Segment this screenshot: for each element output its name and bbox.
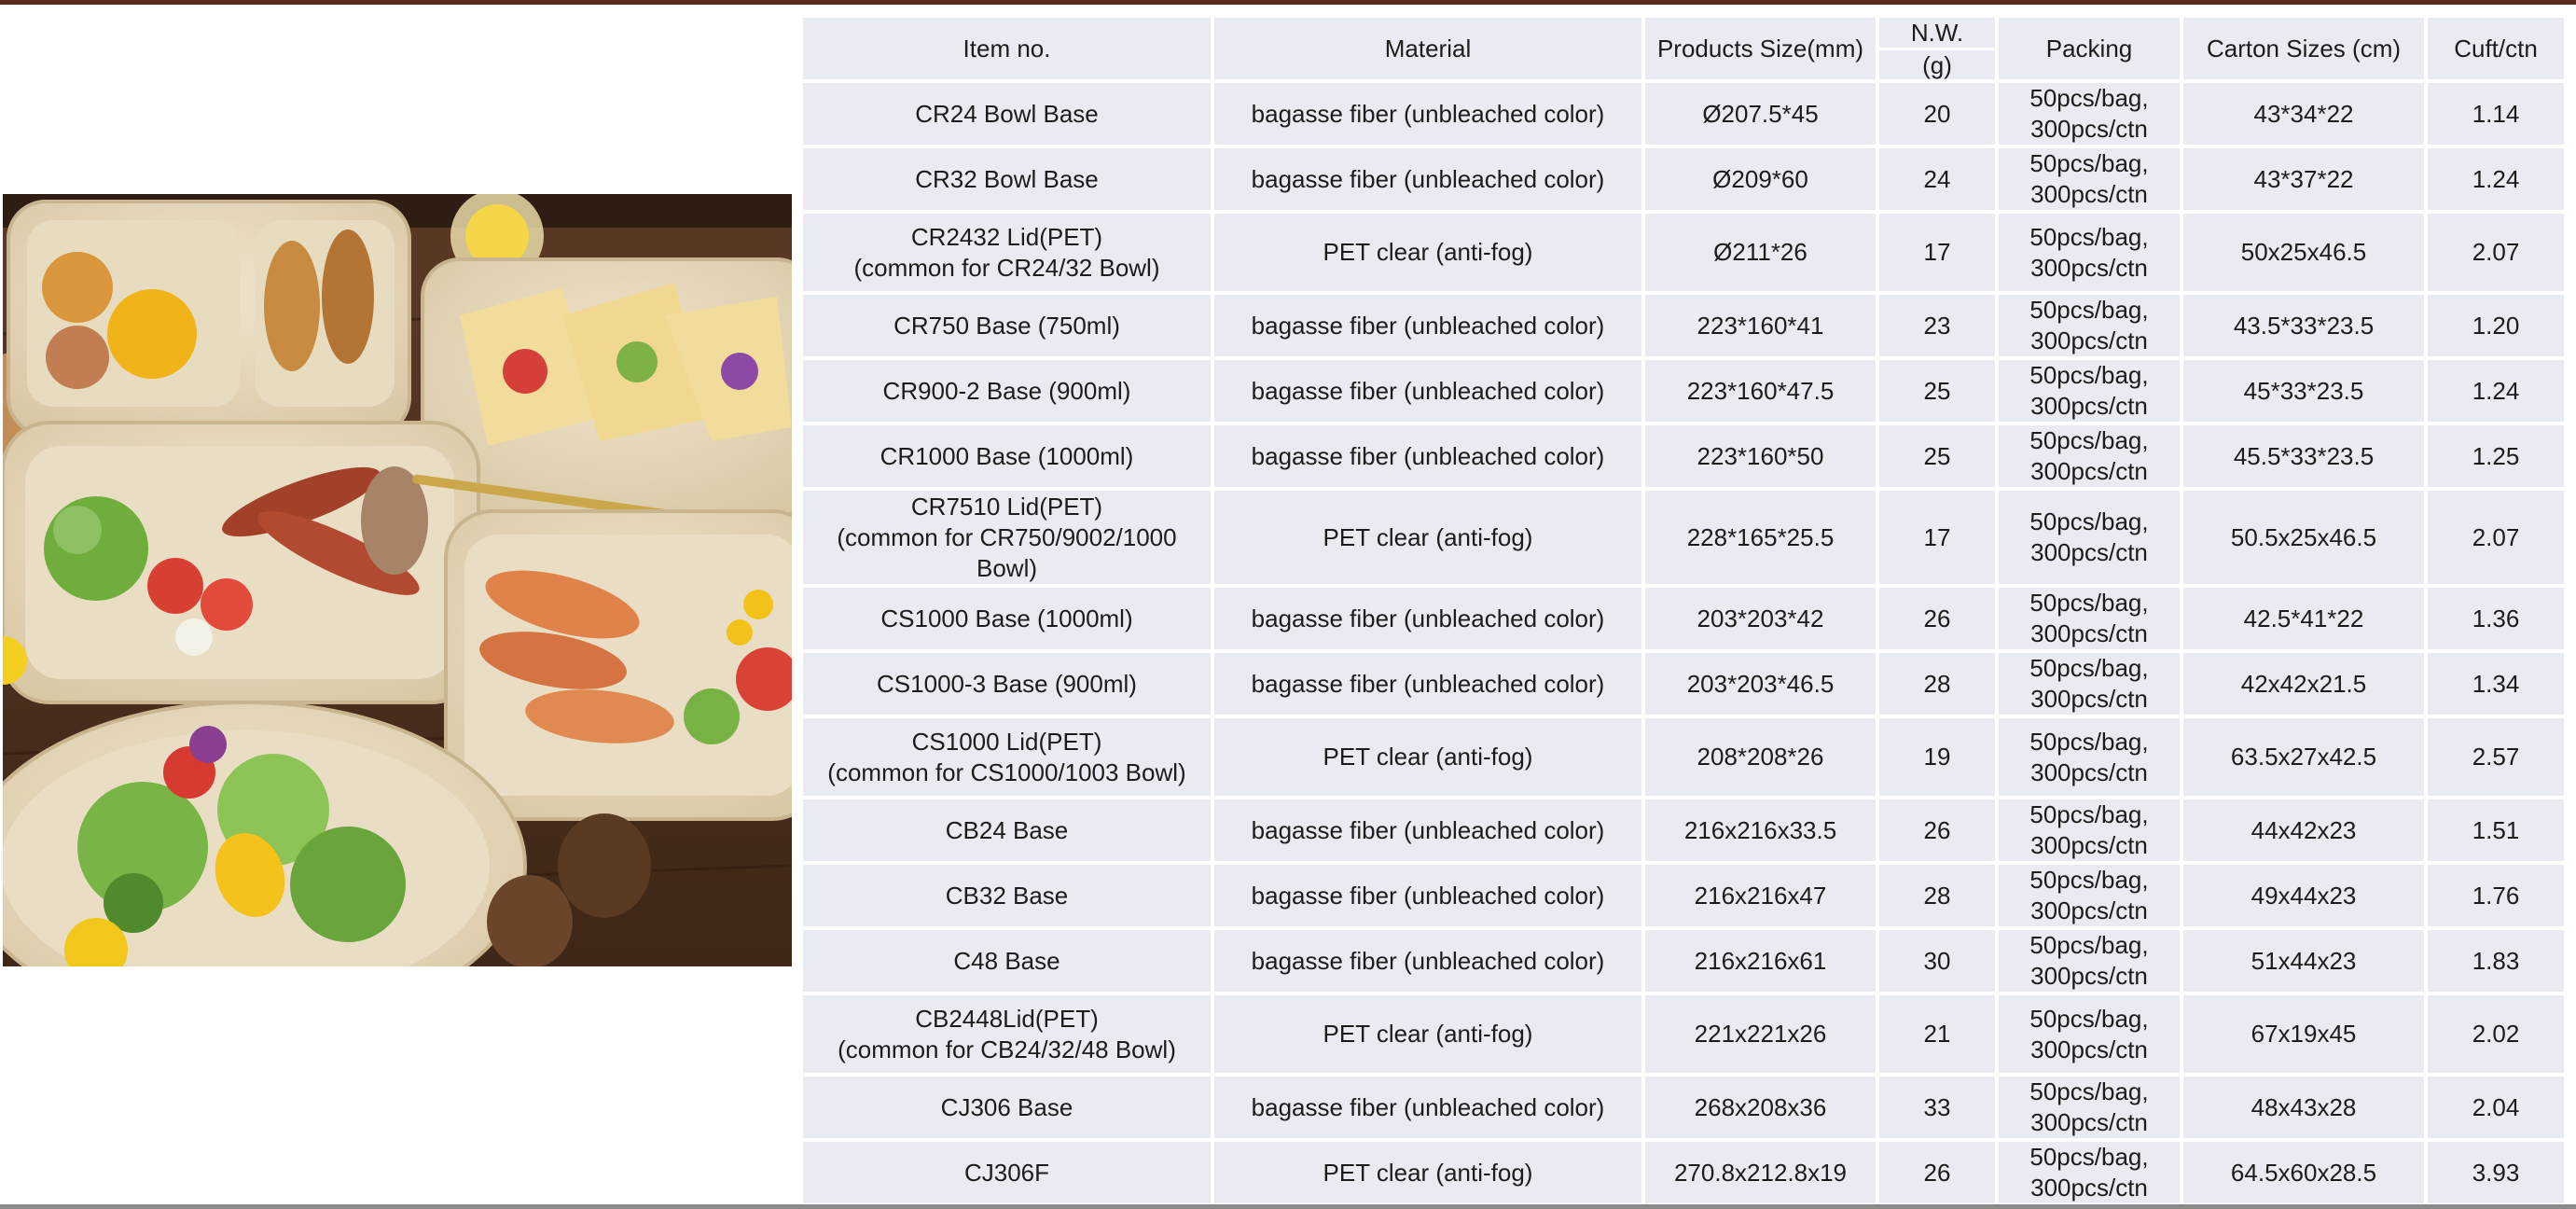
item-no-line: CR32 Bowl Base <box>915 164 1099 193</box>
cell-packing <box>1999 995 2180 1073</box>
cell-item-no <box>803 360 1211 422</box>
cell-material: PET clear (anti-fog) <box>1214 718 1641 796</box>
cell-cuft-ctn: 2.07 <box>2428 491 2564 584</box>
cell-packing <box>1999 491 2180 584</box>
header-item-no: Item no. <box>803 18 1211 79</box>
cell-material: bagasse fiber (unbleached color) <box>1214 148 1641 210</box>
packing-line: 300pcs/ctn <box>2030 115 2148 143</box>
cell-carton-size: 44x42x23 <box>2183 799 2424 861</box>
header-nw-label: N.W. <box>1910 18 1964 47</box>
cell-net-weight: 28 <box>1879 653 1995 715</box>
item-no-line: (common for CR24/32 Bowl) <box>853 253 1160 282</box>
header-cuft-ctn: Cuft/ctn <box>2428 18 2564 79</box>
cell-products-size: 223*160*47.5 <box>1645 360 1876 422</box>
cell-net-weight: 25 <box>1879 360 1995 422</box>
cell-item-no <box>803 491 1211 584</box>
top-border <box>0 0 2576 5</box>
tray-shrimp <box>446 511 792 819</box>
cell-cuft-ctn: 1.34 <box>2428 653 2564 715</box>
cell-net-weight: 21 <box>1879 995 1995 1073</box>
tray-middle-left <box>3 423 478 702</box>
packing-line: 50pcs/bag, <box>2029 507 2149 535</box>
packing-line: 50pcs/bag, <box>2029 361 2149 389</box>
cell-cuft-ctn: 1.83 <box>2428 930 2564 992</box>
table-row <box>803 930 2564 992</box>
table-body <box>803 83 2564 1203</box>
cell-item-no <box>803 865 1211 926</box>
cell-cuft-ctn: 2.02 <box>2428 995 2564 1073</box>
cell-item-no <box>803 588 1211 649</box>
table-header-row <box>803 18 2564 79</box>
table-row <box>803 653 2564 715</box>
item-no-line: CR900-2 Base (900ml) <box>882 376 1131 405</box>
cell-net-weight: 23 <box>1879 295 1995 356</box>
cell-cuft-ctn: 2.57 <box>2428 718 2564 796</box>
cell-products-size: Ø207.5*45 <box>1645 83 1876 145</box>
cell-products-size: 208*208*26 <box>1645 718 1876 796</box>
item-no-line: CR2432 Lid(PET) <box>910 222 1103 251</box>
cell-products-size: 228*165*25.5 <box>1645 491 1876 584</box>
cell-net-weight: 28 <box>1879 865 1995 926</box>
item-no-line: CR750 Base (750ml) <box>893 311 1120 340</box>
cell-cuft-ctn: 3.93 <box>2428 1142 2564 1203</box>
cell-material: bagasse fiber (unbleached color) <box>1214 865 1641 926</box>
cell-products-size: 223*160*50 <box>1645 425 1876 487</box>
cell-material: bagasse fiber (unbleached color) <box>1214 588 1641 649</box>
packing-line: 50pcs/bag, <box>2029 800 2149 828</box>
cell-item-no <box>803 995 1211 1073</box>
cell-carton-size: 45*33*23.5 <box>2183 360 2424 422</box>
cell-carton-size: 48x43x28 <box>2183 1077 2424 1138</box>
packing-line: 50pcs/bag, <box>2029 1077 2149 1105</box>
packing-line: 300pcs/ctn <box>2030 1174 2148 1202</box>
table-row <box>803 588 2564 649</box>
cell-carton-size: 42.5*41*22 <box>2183 588 2424 649</box>
tray-top-left <box>8 202 409 435</box>
header-nw-unit: (g) <box>1922 50 1952 79</box>
cell-products-size: 216x216x61 <box>1645 930 1876 992</box>
header-packing: Packing <box>1999 18 2180 79</box>
table-row <box>803 214 2564 291</box>
cell-packing <box>1999 653 2180 715</box>
cell-item-no <box>803 1077 1211 1138</box>
packing-line: 50pcs/bag, <box>2029 84 2149 112</box>
cell-carton-size: 43*37*22 <box>2183 148 2424 210</box>
cell-item-no <box>803 718 1211 796</box>
cell-packing <box>1999 718 2180 796</box>
header-products-size: Products Size(mm) <box>1645 18 1876 79</box>
item-no-line: (common for CB24/32/48 Bowl) <box>838 1035 1176 1063</box>
table-row <box>803 148 2564 210</box>
cell-packing <box>1999 360 2180 422</box>
cell-net-weight: 20 <box>1879 83 1995 145</box>
cell-carton-size: 64.5x60x28.5 <box>2183 1142 2424 1203</box>
packing-line: 300pcs/ctn <box>2030 757 2148 786</box>
cell-material: bagasse fiber (unbleached color) <box>1214 425 1641 487</box>
item-no-line: CB32 Base <box>945 881 1069 910</box>
table-row <box>803 1142 2564 1203</box>
packing-line: 300pcs/ctn <box>2030 392 2148 420</box>
item-no-line: (common for CS1000/1003 Bowl) <box>827 757 1186 786</box>
cell-material: bagasse fiber (unbleached color) <box>1214 295 1641 356</box>
cell-net-weight: 24 <box>1879 148 1995 210</box>
cell-products-size: 223*160*41 <box>1645 295 1876 356</box>
cell-packing <box>1999 214 2180 291</box>
cell-carton-size: 63.5x27x42.5 <box>2183 718 2424 796</box>
cell-carton-size: 49x44x23 <box>2183 865 2424 926</box>
table-row <box>803 360 2564 422</box>
table-row <box>803 1077 2564 1138</box>
product-photo <box>3 194 792 966</box>
packing-line: 300pcs/ctn <box>2030 831 2148 859</box>
item-no-line: CS1000 Base (1000ml) <box>880 604 1133 632</box>
spec-table <box>799 14 2568 1207</box>
cell-material: bagasse fiber (unbleached color) <box>1214 799 1641 861</box>
header-carton-sizes: Carton Sizes (cm) <box>2183 18 2424 79</box>
cell-cuft-ctn: 1.36 <box>2428 588 2564 649</box>
cell-carton-size: 43.5*33*23.5 <box>2183 295 2424 356</box>
header-nw-divider <box>1879 48 1995 50</box>
packing-line: 300pcs/ctn <box>2030 327 2148 354</box>
cell-packing <box>1999 295 2180 356</box>
packing-line: 50pcs/bag, <box>2029 296 2149 324</box>
cell-item-no <box>803 214 1211 291</box>
cell-material: bagasse fiber (unbleached color) <box>1214 360 1641 422</box>
cell-products-size: 216x216x33.5 <box>1645 799 1876 861</box>
cell-cuft-ctn: 2.07 <box>2428 214 2564 291</box>
cell-products-size: Ø211*26 <box>1645 214 1876 291</box>
cell-packing <box>1999 588 2180 649</box>
cell-net-weight: 33 <box>1879 1077 1995 1138</box>
table-row <box>803 995 2564 1073</box>
cell-net-weight: 26 <box>1879 1142 1995 1203</box>
cell-material: PET clear (anti-fog) <box>1214 214 1641 291</box>
packing-line: 50pcs/bag, <box>2029 149 2149 177</box>
item-no-line: CJ306 Base <box>940 1092 1073 1121</box>
packing-line: 50pcs/bag, <box>2029 222 2149 251</box>
table-row <box>803 491 2564 584</box>
cell-carton-size: 51x44x23 <box>2183 930 2424 992</box>
cell-net-weight: 17 <box>1879 214 1995 291</box>
bottom-border <box>0 1204 2576 1209</box>
table-row <box>803 295 2564 356</box>
packing-line: 300pcs/ctn <box>2030 1035 2148 1063</box>
table-row <box>803 425 2564 487</box>
cell-material: PET clear (anti-fog) <box>1214 995 1641 1073</box>
item-no-line: CR1000 Base (1000ml) <box>879 441 1134 470</box>
cell-net-weight: 17 <box>1879 491 1995 584</box>
cell-packing <box>1999 148 2180 210</box>
cell-item-no <box>803 653 1211 715</box>
table-row <box>803 83 2564 145</box>
item-no-line: CB24 Base <box>945 815 1069 844</box>
cell-carton-size: 50x25x46.5 <box>2183 214 2424 291</box>
packing-line: 50pcs/bag, <box>2029 654 2149 682</box>
packing-line: 300pcs/ctn <box>2030 896 2148 924</box>
food-container-illustration <box>3 194 792 966</box>
item-no-line: CJ306F <box>963 1158 1050 1187</box>
packing-line: 300pcs/ctn <box>2030 1108 2148 1136</box>
cell-net-weight: 26 <box>1879 588 1995 649</box>
cell-net-weight: 19 <box>1879 718 1995 796</box>
cell-products-size: 216x216x47 <box>1645 865 1876 926</box>
cell-carton-size: 45.5*33*23.5 <box>2183 425 2424 487</box>
table-row <box>803 799 2564 861</box>
cell-carton-size: 42x42x21.5 <box>2183 653 2424 715</box>
cell-products-size: 270.8x212.8x19 <box>1645 1142 1876 1203</box>
header-material: Material <box>1214 18 1641 79</box>
cell-carton-size: 50.5x25x46.5 <box>2183 491 2424 584</box>
cell-material: bagasse fiber (unbleached color) <box>1214 653 1641 715</box>
cell-carton-size: 67x19x45 <box>2183 995 2424 1073</box>
cell-cuft-ctn: 1.25 <box>2428 425 2564 487</box>
cell-cuft-ctn: 2.04 <box>2428 1077 2564 1138</box>
cell-item-no <box>803 1142 1211 1203</box>
cell-cuft-ctn: 1.24 <box>2428 360 2564 422</box>
cell-item-no <box>803 799 1211 861</box>
packing-line: 50pcs/bag, <box>2029 727 2149 756</box>
packing-line: 300pcs/ctn <box>2030 253 2148 282</box>
cell-packing <box>1999 83 2180 145</box>
cell-packing <box>1999 1142 2180 1203</box>
cell-cuft-ctn: 1.24 <box>2428 148 2564 210</box>
item-no-line: Bowl) <box>976 553 1037 582</box>
table-row <box>803 865 2564 926</box>
item-no-line: (common for CR750/9002/1000 <box>837 522 1177 551</box>
packing-line: 50pcs/bag, <box>2029 931 2149 959</box>
cell-packing <box>1999 799 2180 861</box>
packing-line: 300pcs/ctn <box>2030 457 2148 485</box>
cell-cuft-ctn: 1.51 <box>2428 799 2564 861</box>
packing-line: 300pcs/ctn <box>2030 962 2148 990</box>
item-no-line: CS1000-3 Base (900ml) <box>877 669 1137 698</box>
cell-cuft-ctn: 1.76 <box>2428 865 2564 926</box>
packing-line: 300pcs/ctn <box>2030 685 2148 713</box>
cell-cuft-ctn: 1.14 <box>2428 83 2564 145</box>
item-no-line: CR24 Bowl Base <box>915 99 1099 128</box>
header-net-weight <box>1879 18 1995 79</box>
cell-net-weight: 26 <box>1879 799 1995 861</box>
packing-line: 300pcs/ctn <box>2030 180 2148 208</box>
cell-material: bagasse fiber (unbleached color) <box>1214 930 1641 992</box>
packing-line: 50pcs/bag, <box>2029 589 2149 617</box>
cell-material: PET clear (anti-fog) <box>1214 491 1641 584</box>
packing-line: 50pcs/bag, <box>2029 426 2149 454</box>
cell-packing <box>1999 930 2180 992</box>
item-no-line: CR7510 Lid(PET) <box>910 492 1103 521</box>
cell-material: PET clear (anti-fog) <box>1214 1142 1641 1203</box>
cell-material: bagasse fiber (unbleached color) <box>1214 1077 1641 1138</box>
cell-packing <box>1999 425 2180 487</box>
cell-item-no <box>803 425 1211 487</box>
packing-line: 50pcs/bag, <box>2029 1004 2149 1033</box>
cell-products-size: 203*203*46.5 <box>1645 653 1876 715</box>
packing-line: 50pcs/bag, <box>2029 866 2149 894</box>
cell-packing <box>1999 1077 2180 1138</box>
packing-line: 50pcs/bag, <box>2029 1143 2149 1171</box>
packing-line: 300pcs/ctn <box>2030 538 2148 566</box>
packing-line: 300pcs/ctn <box>2030 619 2148 647</box>
cell-net-weight: 30 <box>1879 930 1995 992</box>
item-no-line: CS1000 Lid(PET) <box>911 727 1102 756</box>
cell-products-size: 268x208x36 <box>1645 1077 1876 1138</box>
cell-carton-size: 43*34*22 <box>2183 83 2424 145</box>
cell-packing <box>1999 865 2180 926</box>
cell-net-weight: 25 <box>1879 425 1995 487</box>
cell-material: bagasse fiber (unbleached color) <box>1214 83 1641 145</box>
item-no-line: C48 Base <box>953 946 1060 975</box>
table-row <box>803 718 2564 796</box>
item-no-line: CB2448Lid(PET) <box>915 1004 1099 1033</box>
cell-item-no <box>803 295 1211 356</box>
cell-item-no <box>803 148 1211 210</box>
cell-products-size: 221x221x26 <box>1645 995 1876 1073</box>
cell-products-size: Ø209*60 <box>1645 148 1876 210</box>
cell-item-no <box>803 930 1211 992</box>
cell-cuft-ctn: 1.20 <box>2428 295 2564 356</box>
cell-products-size: 203*203*42 <box>1645 588 1876 649</box>
cell-item-no <box>803 83 1211 145</box>
